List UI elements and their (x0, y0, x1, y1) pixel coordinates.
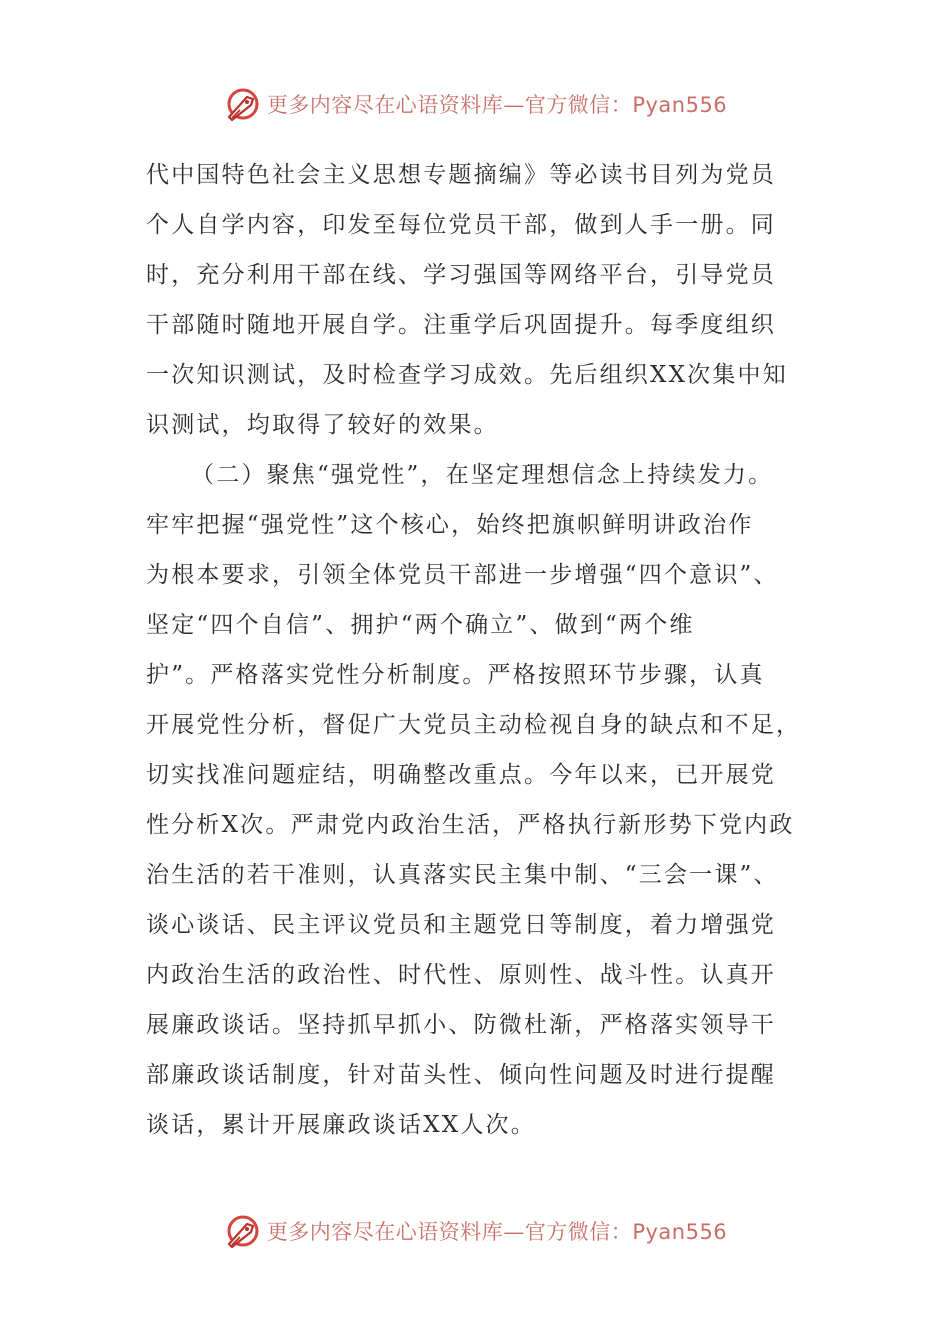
footer-banner-text (267, 1216, 727, 1246)
body-line: 切实找准问题症结，明确整改重点。今年以来，已开展党 (146, 762, 776, 788)
header-banner-text (267, 89, 727, 119)
header-banner-wx-label: 官方微信： (524, 93, 633, 117)
header-banner (0, 82, 950, 126)
pen-nib-logo-icon (223, 84, 263, 124)
body-line: 个人自学内容，印发至每位党员干部，做到人手一册。同 (146, 212, 776, 238)
section-heading: （二）聚焦“强党性”，在坚定理想信念上持续发力。 (191, 462, 774, 488)
body-line: 展廉政谈话。坚持抓早抓小、防微杜渐，严格落实领导干 (146, 1012, 776, 1038)
body-line: 一次知识测试，及时检查学习成效。先后组织XX次集中知 (146, 362, 788, 388)
footer-banner-wx-label: 官方微信： (524, 1220, 633, 1244)
body-line: 谈话，累计开展廉政谈话XX人次。 (146, 1112, 536, 1138)
header-banner-wx-id: Pyan556 (632, 93, 728, 117)
body-line: 开展党性分析，督促广大党员主动检视自身的缺点和不足， (146, 712, 802, 738)
body-line: 为根本要求，引领全体党员干部进一步增强“四个意识”、 (146, 562, 779, 588)
body-line: 谈心谈话、民主评议党员和主题党日等制度，着力增强党 (146, 912, 776, 938)
footer-banner-dash: — (503, 1220, 525, 1244)
body-line: 干部随时随地开展自学。注重学后巩固提升。每季度组织 (146, 312, 776, 338)
body-line: 牢牢把握“强党性”这个核心，始终把旗帜鲜明讲政治作 (146, 512, 754, 538)
footer-banner-main: 更多内容尽在心语资料库 (266, 1220, 504, 1244)
header-banner-dash: — (503, 93, 525, 117)
body-line: 代中国特色社会主义思想专题摘编》等必读书目列为党员 (146, 162, 776, 188)
body-line: 护”。严格落实党性分析制度。严格按照环节步骤，认真 (146, 662, 765, 688)
body-line: 部廉政谈话制度，针对苗头性、倾向性问题及时进行提醒 (146, 1062, 776, 1088)
header-banner-main: 更多内容尽在心语资料库 (266, 93, 504, 117)
body-line: 识测试，均取得了较好的效果。 (146, 412, 499, 438)
body-line: 内政治生活的政治性、时代性、原则性、战斗性。认真开 (146, 962, 776, 988)
body-line: 性分析X次。严肃党内政治生活，严格执行新形势下党内政 (146, 812, 795, 838)
footer-banner-wx-id: Pyan556 (632, 1220, 728, 1244)
document-body (146, 150, 808, 1150)
body-line: 治生活的若干准则，认真落实民主集中制、“三会一课”、 (146, 862, 779, 888)
pen-nib-logo-icon (223, 1211, 263, 1251)
footer-banner (0, 1209, 950, 1253)
body-line: 坚定“四个自信”、拥护“两个确立”、做到“两个维 (146, 612, 695, 638)
body-line: 时，充分利用干部在线、学习强国等网络平台，引导党员 (146, 262, 776, 288)
